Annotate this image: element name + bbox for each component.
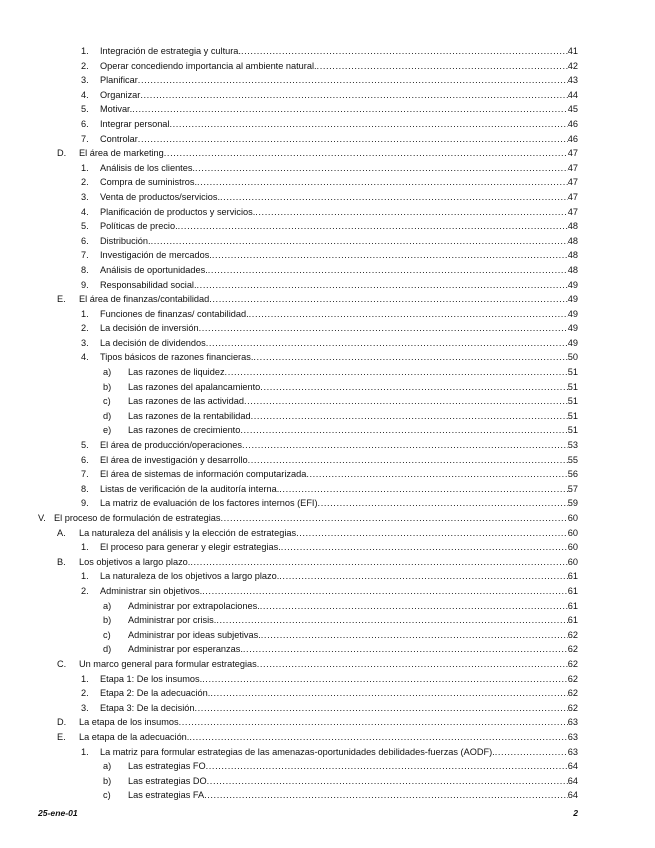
toc-entry-page: 64 xyxy=(567,761,578,772)
toc-dot-leader xyxy=(204,788,568,803)
toc-entry[interactable] xyxy=(0,423,655,438)
toc-entry[interactable] xyxy=(0,759,655,774)
toc-entry-page: 47 xyxy=(567,206,578,217)
toc-dot-leader xyxy=(202,584,568,599)
toc-entry-title: Controlar xyxy=(100,133,138,144)
toc-entry-number: 1. xyxy=(81,542,89,553)
toc-entry[interactable] xyxy=(0,628,655,643)
toc-entry-title: El área de sistemas de información computarizada xyxy=(100,469,307,480)
toc-entry-page: 64 xyxy=(567,775,578,786)
toc-entry-title: Planificar xyxy=(100,75,138,86)
toc-entry[interactable] xyxy=(0,788,655,803)
toc-entry-title: Las estrategias FA xyxy=(128,790,205,801)
toc-entry-number: d) xyxy=(103,644,112,655)
toc-entry-number: 6. xyxy=(81,454,89,465)
toc-entry-number: b) xyxy=(103,615,112,626)
toc-dot-leader xyxy=(206,336,568,351)
toc-entry[interactable] xyxy=(0,321,655,336)
toc-dot-leader xyxy=(318,496,568,511)
toc-entry-number: a) xyxy=(103,367,112,378)
toc-entry-page: 62 xyxy=(567,644,578,655)
toc-entry[interactable] xyxy=(0,467,655,482)
toc-dot-leader xyxy=(281,540,568,555)
toc-entry-title: Análisis de los clientes. xyxy=(100,162,195,173)
toc-dot-leader xyxy=(195,701,568,716)
toc-entry-page: 62 xyxy=(567,673,578,684)
toc-entry-number: 4. xyxy=(81,206,89,217)
toc-entry-number: 6. xyxy=(81,118,89,129)
toc-entry[interactable] xyxy=(0,234,655,249)
toc-entry-title: El área de finanzas/contabilidad xyxy=(79,294,210,305)
toc-dot-leader xyxy=(208,263,568,278)
toc-entry-title: La decisión de inversión xyxy=(100,323,199,334)
toc-dot-leader xyxy=(195,161,568,176)
toc-entry-page: 62 xyxy=(567,688,578,699)
toc-dot-leader xyxy=(151,234,568,249)
toc-entry-title: Administrar por extrapolaciones. xyxy=(128,600,260,611)
toc-entry-number: e) xyxy=(103,425,112,436)
toc-entry-page: 41 xyxy=(567,46,578,56)
toc-dot-leader xyxy=(164,146,568,161)
toc-entry[interactable] xyxy=(0,205,655,220)
toc-dot-leader xyxy=(279,482,568,497)
table-of-contents xyxy=(0,44,655,803)
toc-entry-page: 42 xyxy=(567,60,578,71)
toc-entry-number: 1. xyxy=(81,308,89,319)
toc-dot-leader xyxy=(202,672,568,687)
toc-entry-title: Análisis de oportunidades. xyxy=(100,264,208,275)
toc-entry-title: Las razones de liquidez xyxy=(128,367,225,378)
toc-entry-title: El área de investigación y desarrollo xyxy=(100,454,248,465)
toc-entry-page: 47 xyxy=(567,162,578,173)
toc-entry-page: 63 xyxy=(567,731,578,742)
toc-entry-number: c) xyxy=(103,396,111,407)
toc-entry-page: 47 xyxy=(567,191,578,202)
toc-entry-title: Integración de estrategia y cultura. xyxy=(100,46,241,56)
toc-dot-leader xyxy=(197,278,568,293)
toc-entry[interactable] xyxy=(0,248,655,263)
toc-entry-page: 48 xyxy=(567,264,578,275)
toc-dot-leader xyxy=(240,423,567,438)
toc-dot-leader xyxy=(221,511,568,526)
toc-entry-title: El área de marketing xyxy=(79,148,164,159)
toc-entry[interactable] xyxy=(0,672,655,687)
page-footer xyxy=(38,808,578,822)
toc-entry[interactable] xyxy=(0,715,655,730)
toc-entry-number: A. xyxy=(57,527,66,538)
toc-entry-page: 62 xyxy=(567,658,578,669)
toc-dot-leader xyxy=(140,88,567,103)
toc-entry-page: 64 xyxy=(567,790,578,801)
toc-entry-page: 48 xyxy=(567,221,578,232)
toc-entry-number: 3. xyxy=(81,75,89,86)
toc-entry-number: 5. xyxy=(81,221,89,232)
toc-dot-leader xyxy=(132,102,568,117)
toc-entry-title: El proceso para generar y elegir estrategias. xyxy=(100,542,281,553)
toc-entry[interactable] xyxy=(0,219,655,234)
toc-dot-leader xyxy=(255,205,568,220)
toc-entry-title: Políticas de precio. xyxy=(100,221,178,232)
toc-entry-page: 60 xyxy=(567,527,578,538)
toc-entry[interactable] xyxy=(0,292,655,307)
toc-entry-title: El proceso de formulación de estrategias xyxy=(54,513,221,523)
toc-entry-number: V. xyxy=(38,513,46,523)
toc-entry-title: Compra de suministros. xyxy=(100,177,198,188)
toc-entry-number: a) xyxy=(103,600,112,611)
toc-entry-page: 51 xyxy=(567,396,578,407)
toc-entry-page: 46 xyxy=(567,118,578,129)
toc-entry-number: 1. xyxy=(81,673,89,684)
toc-entry[interactable] xyxy=(0,73,655,88)
toc-dot-leader xyxy=(179,715,568,730)
toc-dot-leader xyxy=(260,599,568,614)
toc-entry[interactable] xyxy=(0,511,655,526)
toc-entry[interactable] xyxy=(0,438,655,453)
toc-entry[interactable] xyxy=(0,146,655,161)
toc-entry[interactable] xyxy=(0,555,655,570)
toc-entry-page: 49 xyxy=(567,308,578,319)
toc-entry-page: 49 xyxy=(567,323,578,334)
toc-entry-title: Operar concediendo importancia al ambiente natural. xyxy=(100,60,317,71)
toc-entry-page: 61 xyxy=(567,615,578,626)
toc-entry-number: d) xyxy=(103,410,112,421)
toc-entry-title: Las estrategias DO xyxy=(128,775,207,786)
toc-entry[interactable] xyxy=(0,365,655,380)
toc-entry-number: 7. xyxy=(81,133,89,144)
toc-entry-page: 49 xyxy=(567,294,578,305)
toc-entry-number: 3. xyxy=(81,702,89,713)
toc-dot-leader xyxy=(241,44,568,59)
toc-entry-title: Las razones de crecimiento xyxy=(128,425,241,436)
toc-entry-page: 50 xyxy=(567,352,578,363)
toc-entry-page: 44 xyxy=(567,89,578,100)
toc-entry-page: 49 xyxy=(567,279,578,290)
toc-entry-page: 51 xyxy=(567,381,578,392)
toc-entry-page: 60 xyxy=(567,542,578,553)
toc-entry-number: C. xyxy=(57,658,67,669)
toc-entry-title: El área de producción/operaciones xyxy=(100,440,242,451)
toc-entry-number: 7. xyxy=(81,250,89,261)
toc-entry-page: 63 xyxy=(567,717,578,728)
toc-entry-page: 51 xyxy=(567,410,578,421)
toc-entry-page: 60 xyxy=(567,556,578,567)
toc-entry[interactable] xyxy=(0,336,655,351)
toc-entry[interactable] xyxy=(0,774,655,789)
toc-dot-leader xyxy=(178,219,568,234)
toc-entry[interactable] xyxy=(0,482,655,497)
toc-entry-number: 9. xyxy=(81,279,89,290)
toc-entry-title: La naturaleza de los objetivos a largo plazo. xyxy=(100,571,280,582)
toc-entry-number: 3. xyxy=(81,191,89,202)
toc-entry[interactable] xyxy=(0,540,655,555)
toc-entry-number: 4. xyxy=(81,352,89,363)
toc-entry-title: Las razones de la rentabilidad xyxy=(128,410,251,421)
toc-entry[interactable] xyxy=(0,190,655,205)
toc-dot-leader xyxy=(248,453,568,468)
toc-entry[interactable] xyxy=(0,175,655,190)
toc-entry-number: 2. xyxy=(81,177,89,188)
toc-entry-number: 3. xyxy=(81,337,89,348)
toc-entry-title: La etapa de la adecuación. xyxy=(79,731,190,742)
toc-entry[interactable] xyxy=(0,102,655,117)
toc-entry[interactable] xyxy=(0,409,655,424)
toc-entry-number: D. xyxy=(57,717,67,728)
toc-entry[interactable] xyxy=(0,701,655,716)
toc-entry[interactable] xyxy=(0,394,655,409)
toc-entry-number: 2. xyxy=(81,60,89,71)
toc-entry-number: 1. xyxy=(81,571,89,582)
toc-entry-title: Responsabilidad social. xyxy=(100,279,197,290)
toc-entry-title: Distribución. xyxy=(100,235,151,246)
toc-dot-leader xyxy=(225,365,568,380)
toc-entry[interactable] xyxy=(0,44,655,59)
toc-entry[interactable] xyxy=(0,307,655,322)
toc-dot-leader xyxy=(169,117,567,132)
toc-entry-title: Etapa 3: De la decisión xyxy=(100,702,195,713)
toc-entry-page: 62 xyxy=(567,629,578,640)
toc-entry-number: 9. xyxy=(81,498,89,509)
toc-entry[interactable] xyxy=(0,686,655,701)
toc-entry-title: Planificación de productos y servicios. xyxy=(100,206,256,217)
toc-entry-number: B. xyxy=(57,556,66,567)
toc-entry-page: 47 xyxy=(567,177,578,188)
toc-dot-leader xyxy=(253,350,567,365)
toc-entry-number: c) xyxy=(103,629,111,640)
toc-entry[interactable] xyxy=(0,278,655,293)
toc-entry-number: 5. xyxy=(81,440,89,451)
toc-entry-page: 51 xyxy=(567,425,578,436)
toc-dot-leader xyxy=(242,438,568,453)
toc-dot-leader xyxy=(210,686,567,701)
toc-entry-page: 47 xyxy=(567,148,578,159)
toc-entry-page: 63 xyxy=(567,746,578,757)
toc-entry[interactable] xyxy=(0,350,655,365)
toc-entry[interactable] xyxy=(0,380,655,395)
toc-entry-number: 1. xyxy=(81,162,89,173)
toc-dot-leader xyxy=(243,642,568,657)
toc-entry-page: 60 xyxy=(567,513,578,523)
toc-dot-leader xyxy=(296,526,568,541)
toc-entry-title: La matriz de evaluación de los factores internos (EFI) xyxy=(100,498,318,509)
toc-dot-leader xyxy=(212,248,568,263)
toc-entry-title: Las razones de las actividad xyxy=(128,396,244,407)
toc-entry-number: 5. xyxy=(81,104,89,115)
toc-entry-title: Administrar por crisis. xyxy=(128,615,217,626)
toc-entry-page: 45 xyxy=(567,104,578,115)
toc-entry-number: b) xyxy=(103,381,112,392)
toc-entry-number: E. xyxy=(57,294,66,305)
toc-entry-number: 2. xyxy=(81,585,89,596)
toc-entry[interactable] xyxy=(0,599,655,614)
toc-entry-page: 51 xyxy=(567,367,578,378)
toc-entry-number: 2. xyxy=(81,323,89,334)
toc-entry-number: E. xyxy=(57,731,66,742)
toc-entry-page: 56 xyxy=(567,469,578,480)
toc-entry-page: 57 xyxy=(567,483,578,494)
toc-entry-page: 46 xyxy=(567,133,578,144)
toc-entry[interactable] xyxy=(0,263,655,278)
toc-entry-number: b) xyxy=(103,775,112,786)
toc-dot-leader xyxy=(306,467,567,482)
toc-dot-leader xyxy=(138,73,568,88)
toc-entry-title: Las razones del apalancamiento xyxy=(128,381,261,392)
toc-entry[interactable] xyxy=(0,569,655,584)
toc-entry-title: Administrar sin objetivos. xyxy=(100,585,203,596)
toc-dot-leader xyxy=(216,613,567,628)
toc-entry-title: Administrar por esperanzas. xyxy=(128,644,243,655)
toc-dot-leader xyxy=(207,774,568,789)
toc-entry-number: c) xyxy=(103,790,111,801)
toc-entry-page: 61 xyxy=(567,600,578,611)
toc-entry-title: La etapa de los insumos xyxy=(79,717,179,728)
toc-entry-title: Listas de verificación de la auditoría interna. xyxy=(100,483,280,494)
toc-dot-leader xyxy=(260,380,567,395)
toc-entry-page: 49 xyxy=(567,337,578,348)
toc-entry-number: 4. xyxy=(81,89,89,100)
toc-dot-leader xyxy=(495,745,568,760)
toc-entry[interactable] xyxy=(0,745,655,760)
toc-entry[interactable] xyxy=(0,496,655,511)
toc-entry-number: 6. xyxy=(81,235,89,246)
toc-entry-title: La decisión de dividendos xyxy=(100,337,206,348)
footer-date: 25-ene-01 xyxy=(38,808,78,818)
toc-entry-page: 48 xyxy=(567,235,578,246)
toc-dot-leader xyxy=(251,409,568,424)
toc-entry-title: Funciones de finanzas/ contabilidad. xyxy=(100,308,249,319)
toc-entry-number: 2. xyxy=(81,688,89,699)
toc-dot-leader xyxy=(197,175,568,190)
toc-entry-page: 61 xyxy=(567,571,578,582)
toc-entry[interactable] xyxy=(0,613,655,628)
toc-dot-leader xyxy=(257,657,568,672)
footer-page-number: 2 xyxy=(573,808,578,818)
toc-entry-title: Integrar personal xyxy=(100,118,170,129)
toc-entry-number: D. xyxy=(57,148,67,159)
toc-entry-number: 1. xyxy=(81,46,89,56)
toc-entry-title: Organizar xyxy=(100,89,141,100)
toc-entry-title: Tipos básicos de razones financieras. xyxy=(100,352,254,363)
toc-entry[interactable] xyxy=(0,453,655,468)
toc-entry-page: 43 xyxy=(567,75,578,86)
toc-entry-page: 59 xyxy=(567,498,578,509)
toc-entry[interactable] xyxy=(0,88,655,103)
toc-dot-leader xyxy=(138,132,568,147)
toc-entry-title: Venta de productos/servicios. xyxy=(100,191,221,202)
toc-entry-number: 7. xyxy=(81,469,89,480)
toc-entry-title: Etapa 2: De la adecuación. xyxy=(100,688,211,699)
toc-entry-number: 1. xyxy=(81,746,89,757)
toc-entry[interactable] xyxy=(0,526,655,541)
toc-entry-title: Administrar por ideas subjetivas. xyxy=(128,629,261,640)
toc-dot-leader xyxy=(190,555,567,570)
toc-entry[interactable] xyxy=(0,59,655,74)
toc-dot-leader xyxy=(220,190,568,205)
toc-dot-leader xyxy=(209,292,568,307)
toc-dot-leader xyxy=(199,321,568,336)
toc-entry[interactable] xyxy=(0,132,655,147)
toc-entry-title: Motivar. xyxy=(100,104,133,115)
toc-entry-title: Un marco general para formular estrategias xyxy=(79,658,257,669)
toc-dot-leader xyxy=(249,307,568,322)
toc-entry[interactable] xyxy=(0,642,655,657)
toc-entry-title: La matriz para formular estrategias de las amenazas-oportunidades debilidades-fuerzas (AODF). xyxy=(100,746,495,757)
toc-dot-leader xyxy=(244,394,568,409)
toc-entry-number: 8. xyxy=(81,483,89,494)
toc-dot-leader xyxy=(317,59,568,74)
toc-entry[interactable] xyxy=(0,730,655,745)
toc-dot-leader xyxy=(261,628,568,643)
toc-dot-leader xyxy=(189,730,567,745)
toc-entry-title: Etapa 1: De los insumos. xyxy=(100,673,203,684)
toc-entry-title: La naturaleza del análisis y la elección de estrategias xyxy=(79,527,297,538)
toc-entry-title: Las estrategias FO xyxy=(128,761,206,772)
toc-entry-number: a) xyxy=(103,761,112,772)
toc-dot-leader xyxy=(279,569,567,584)
toc-entry-title: Los objetivos a largo plazo. xyxy=(79,556,191,567)
toc-entry-page: 48 xyxy=(567,250,578,261)
toc-entry-title: Investigación de mercados. xyxy=(100,250,212,261)
toc-entry-page: 55 xyxy=(567,454,578,465)
toc-entry-page: 53 xyxy=(567,440,578,451)
toc-entry[interactable] xyxy=(0,657,655,672)
toc-entry-page: 62 xyxy=(567,702,578,713)
toc-entry[interactable] xyxy=(0,117,655,132)
toc-entry[interactable] xyxy=(0,584,655,599)
toc-entry-page: 61 xyxy=(567,585,578,596)
toc-entry-number: 8. xyxy=(81,264,89,275)
toc-entry[interactable] xyxy=(0,161,655,176)
toc-dot-leader xyxy=(206,759,568,774)
